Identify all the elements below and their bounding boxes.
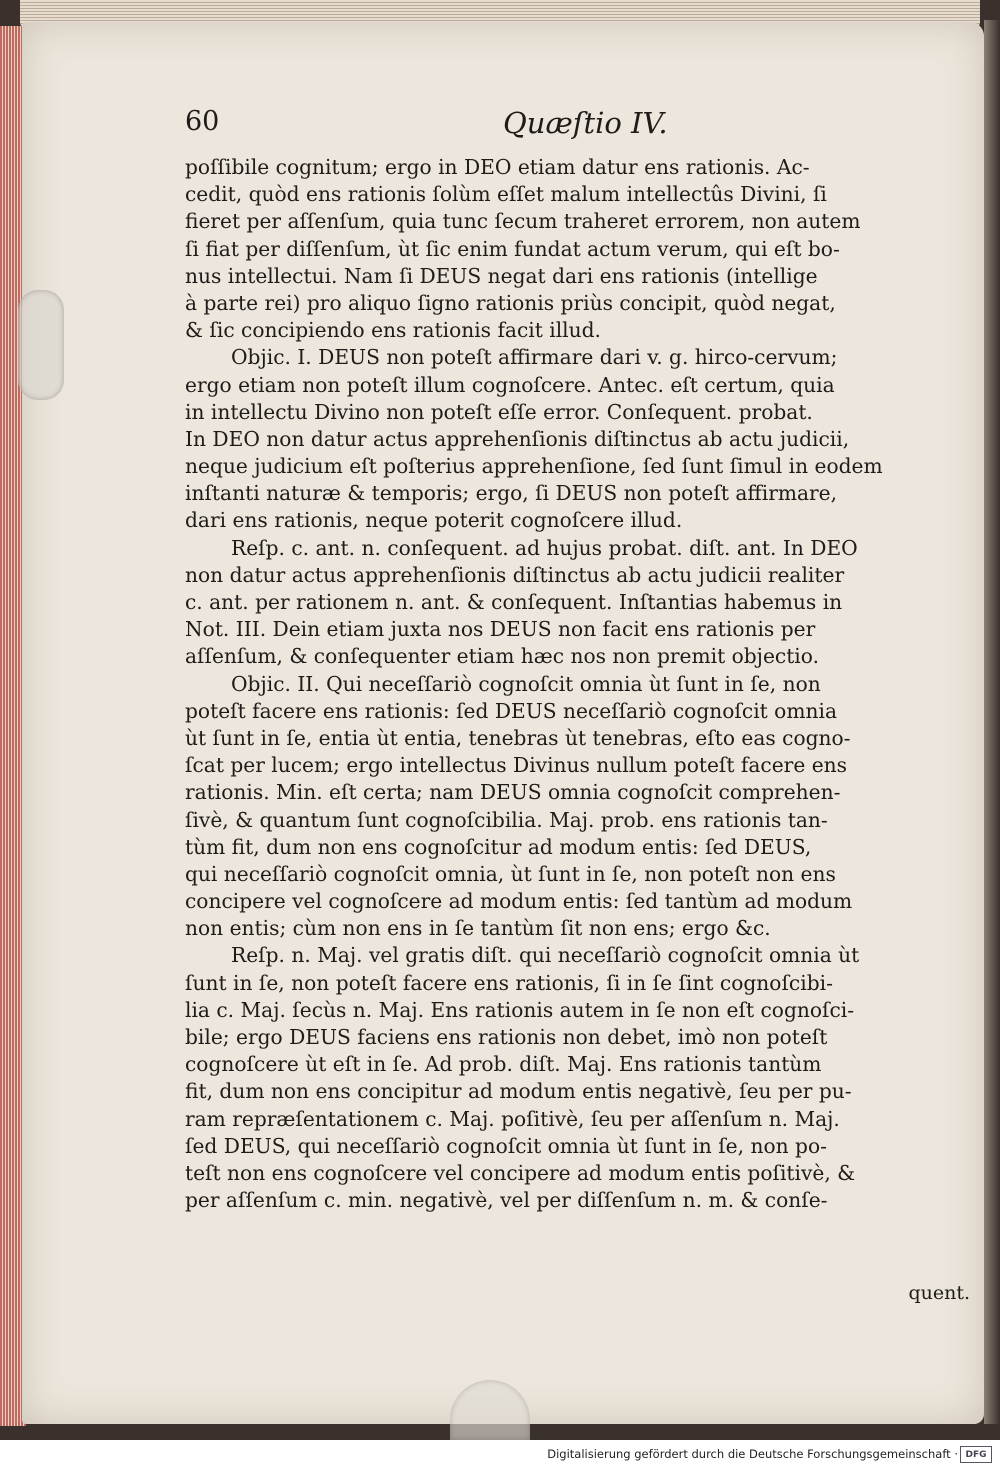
paragraph	[185, 535, 970, 671]
body-text	[185, 154, 970, 1214]
text-line: ſivè, & quantum ſunt cognoſcibilia. Maj. prob. ens rationis tan-	[185, 807, 828, 832]
text-line: à parte rei) pro aliquo ſigno rationis priùs concipit, quòd negat,	[185, 290, 836, 315]
text-line: In DEO non datur actus apprehenſionis diſtinctus ab actu judicii,	[185, 426, 850, 451]
paragraph	[185, 942, 970, 1214]
text-line: poteſt facere ens rationis: ſed DEUS neceſſariò cognoſcit omnia	[185, 698, 837, 723]
text-line: concipere vel cognoſcere ad modum entis: ſed tantùm ad modum	[185, 889, 853, 914]
text-line: & ſic concipiendo ens rationis facit illud.	[185, 318, 601, 343]
paragraph	[185, 344, 970, 534]
text-line: bile; ergo DEUS faciens ens rationis non debet, imò non poteſt	[185, 1025, 828, 1049]
text-line: ergo etiam non poteſt illum cognoſcere. Antec. eſt certum, quia	[185, 372, 835, 397]
dfg-logo-icon: DFG	[960, 1446, 992, 1463]
text-line: Reſp. n. Maj. vel gratis diſt. qui neceſſariò cognoſcit omnia ùt	[231, 943, 860, 968]
text-line: non datur actus apprehenſionis diſtinctus ab actu judicii realiter	[185, 562, 845, 587]
page-header	[185, 96, 970, 154]
catchword: quent.	[908, 1282, 970, 1304]
text-line: nus intellectui. Nam ſi DEUS negat dari ens rationis (intellige	[185, 263, 818, 288]
text-line: cedit, quòd ens rationis ſolùm eſſet malum intellectûs Divini, ſi	[185, 182, 827, 207]
paragraph	[185, 671, 970, 943]
text-line: lia c. Maj. ſecùs n. Maj. Ens rationis autem in ſe non eſt cognoſci-	[185, 997, 855, 1022]
funding-credit: Digitalisierung gefördert durch die Deutsche Forschungsgemeinschaft ·	[547, 1447, 958, 1461]
footer-banner	[0, 1440, 1000, 1468]
text-line: tùm fit, dum non ens cognoſcitur ad modum entis: ſed DEUS,	[185, 834, 812, 859]
text-line: fieret per aſſenſum, quia tunc ſecum traheret errorem, non autem	[185, 209, 861, 234]
text-line: rationis. Min. eſt certa; nam DEUS omnia cognoſcit comprehen-	[185, 780, 841, 805]
binding-shadow	[984, 20, 1000, 1424]
text-line: dari ens rationis, neque poterit cognoſcere illud.	[185, 508, 683, 533]
text-line: non entis; cùm non ens in ſe tantùm ſit non ens; ergo &c.	[185, 916, 771, 941]
page-number: 60	[185, 106, 220, 137]
page-content	[185, 96, 970, 1304]
text-line: qui neceſſariò cognoſcit omnia, ùt ſunt in ſe, non poteſt non ens	[185, 861, 836, 886]
text-line: ſcat per lucem; ergo intellectus Divinus nullum poteſt facere ens	[185, 753, 847, 778]
paragraph	[185, 154, 970, 344]
text-line: ram repræſentationem c. Maj. poſitivè, ſeu per aſſenſum n. Maj.	[185, 1106, 840, 1131]
text-line: poſſibile cognitum; ergo in DEO etiam datur ens rationis. Ac-	[185, 155, 810, 179]
text-line: ſunt in ſe, non poteſt facere ens rationis, ſi in ſe ſint cognoſcibi-	[185, 970, 833, 995]
text-line: inſtanti naturæ & temporis; ergo, ſi DEUS non poteſt affirmare,	[185, 481, 838, 506]
page-clip	[18, 290, 64, 400]
text-line: aſſenſum, & conſequenter etiam hæc nos non premit objectio.	[185, 644, 819, 669]
text-line: in intellectu Divino non poteſt eſſe error. Conſequent. probat.	[185, 399, 813, 424]
text-line: per aſſenſum c. min. negativè, vel per diſſenſum n. m. & conſe-	[185, 1188, 828, 1213]
text-line: c. ant. per rationem n. ant. & conſequent. Inſtantias habemus in	[185, 590, 843, 614]
running-title: Quæſtio IV.	[503, 106, 668, 140]
text-line: ſed DEUS, qui neceſſariò cognoſcit omnia ùt ſunt in ſe, non po-	[185, 1133, 827, 1158]
text-line: Reſp. c. ant. n. conſequent. ad hujus probat. diſt. ant. In DEO	[231, 535, 858, 560]
text-line: teſt non ens cognoſcere vel concipere ad modum entis poſitivè, &	[185, 1160, 856, 1185]
text-line: ùt ſunt in ſe, entia ùt entia, tenebras ùt tenebras, eſto eas cogno-	[185, 725, 851, 750]
text-line: Not. III. Dein etiam juxta nos DEUS non facit ens rationis per	[185, 617, 816, 642]
text-line: cognoſcere ùt eſt in ſe. Ad prob. diſt. Maj. Ens rationis tantùm	[185, 1052, 822, 1077]
text-line: Objic. I. DEUS non poteſt affirmare dari v. g. hirco-cervum;	[231, 345, 838, 370]
text-line: fit, dum non ens concipitur ad modum entis negativè, ſeu per pu-	[185, 1079, 852, 1104]
text-line: ſi fiat per diſſenſum, ùt ſic enim fundat actum verum, qui eſt bo-	[185, 236, 840, 261]
text-line: neque judicium eſt poſterius apprehenſione, ſed ſunt ſimul in eodem	[185, 454, 883, 479]
text-line: Objic. II. Qui neceſſariò cognoſcit omnia ùt ſunt in ſe, non	[231, 671, 821, 696]
